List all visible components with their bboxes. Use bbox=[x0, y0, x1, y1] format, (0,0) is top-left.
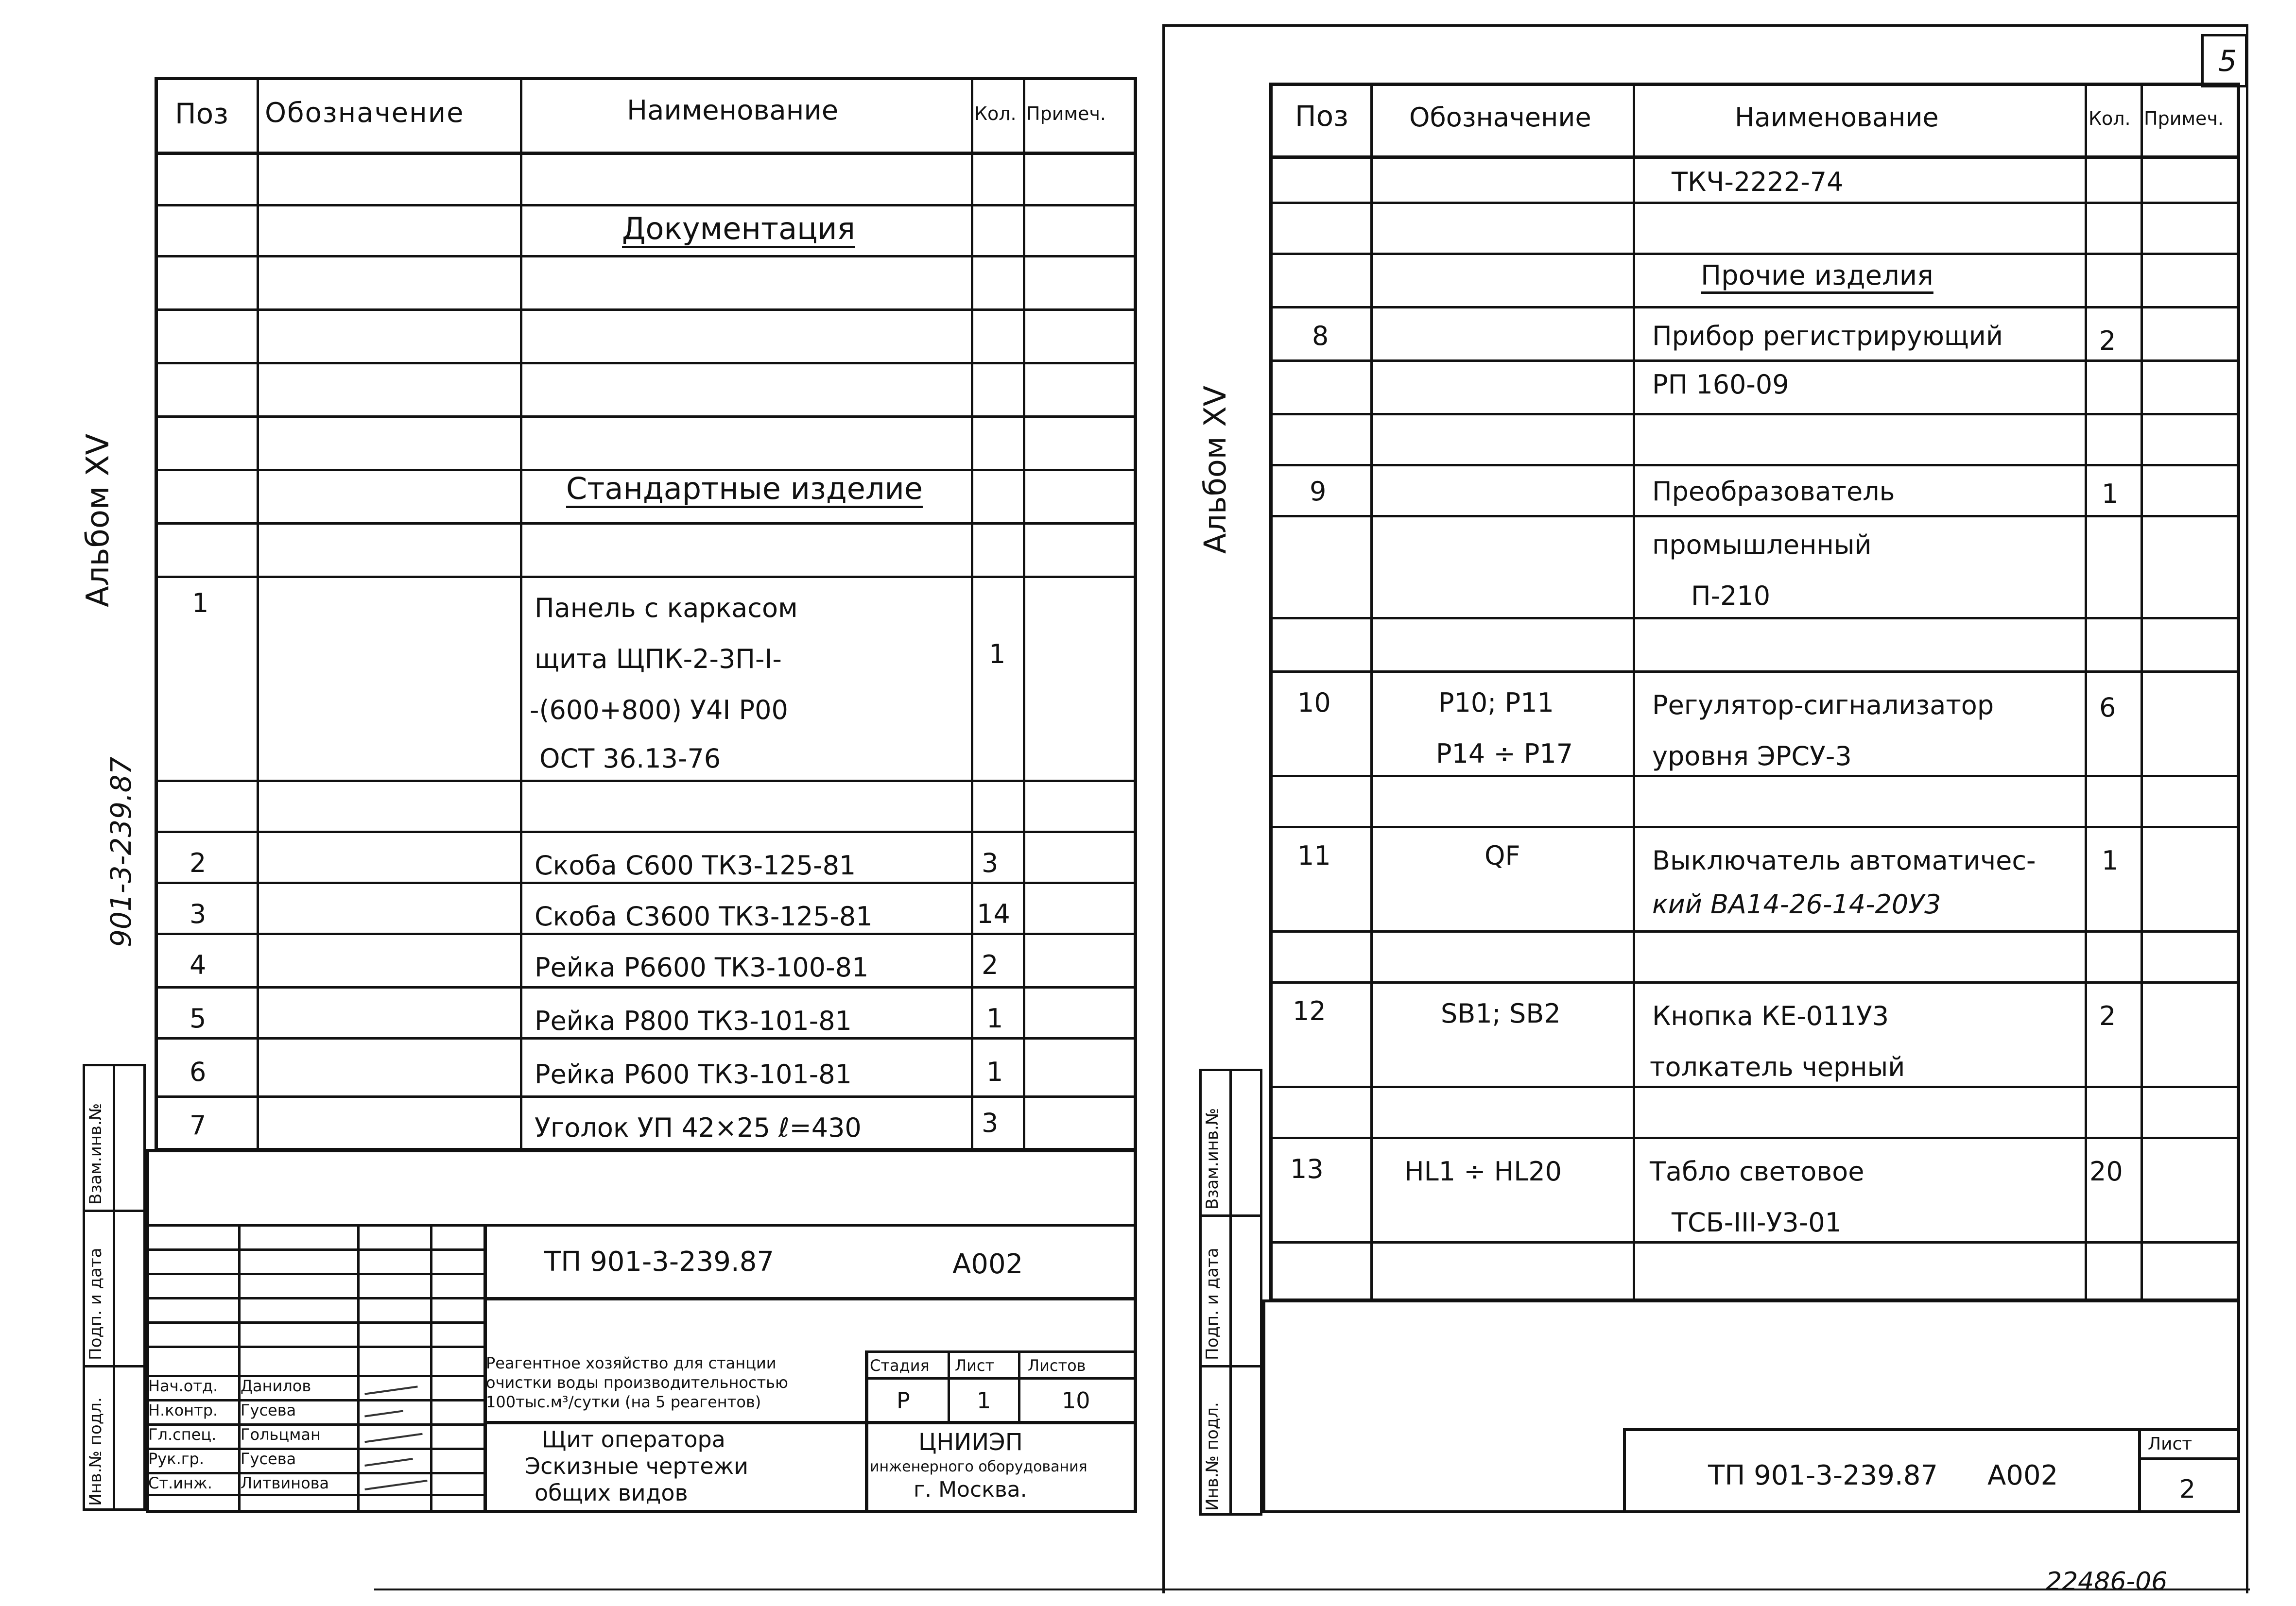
right-header-pos: Поз bbox=[1295, 100, 1348, 133]
left-header-qty: Кол. bbox=[974, 103, 1017, 124]
left-section-docs: Документация bbox=[622, 211, 855, 246]
right-header-name: Наименование bbox=[1735, 102, 1939, 133]
right-section-other: Прочие изделия bbox=[1701, 260, 1933, 291]
right-side-stamp-replace: Взам.инв.№ bbox=[1203, 1108, 1222, 1210]
right-row-pos: 11 bbox=[1297, 840, 1331, 871]
left-side-stamp-sign-date: Подп. и дата bbox=[86, 1247, 105, 1360]
right-row-des: Р14 ÷ Р17 bbox=[1436, 738, 1573, 769]
left-stamp-title-line: Эскизные чертежи bbox=[525, 1453, 748, 1479]
right-row-qty: 6 bbox=[2099, 692, 2116, 723]
right-row-name: РП 160-09 bbox=[1652, 369, 1789, 400]
right-row-pos: 9 bbox=[1310, 476, 1327, 507]
left-row-pos: 3 bbox=[190, 899, 207, 929]
right-row-name: промышленный bbox=[1652, 530, 1872, 560]
left-stamp-sheet-label: Лист bbox=[955, 1356, 995, 1375]
left-row-qty: 1 bbox=[989, 639, 1006, 669]
signer-name: Литвинова bbox=[241, 1474, 329, 1492]
right-row-name: ТКЧ-2222-74 bbox=[1672, 167, 1844, 197]
left-row-pos: 1 bbox=[192, 588, 209, 618]
right-row-des: HL1 ÷ HL20 bbox=[1404, 1156, 1562, 1187]
left-row-name: Панель с каркасом bbox=[535, 593, 798, 623]
left-header-note: Примеч. bbox=[1026, 103, 1106, 124]
right-row-pos: 13 bbox=[1290, 1154, 1324, 1184]
left-stamp-title-line: общих видов bbox=[535, 1480, 688, 1506]
left-row-name: Рейка Р6600 ТК3-100-81 bbox=[535, 952, 869, 983]
left-row-name: Уголок УП 42×25 ℓ=430 bbox=[535, 1112, 862, 1143]
right-row-name: ТСБ-III-У3-01 bbox=[1672, 1207, 1842, 1238]
left-row-name: -(600+800) У4I Р00 bbox=[530, 695, 788, 725]
page-top-line bbox=[1162, 24, 2246, 27]
page-number: 5 bbox=[2218, 44, 2237, 78]
left-row-pos: 4 bbox=[190, 950, 207, 980]
left-row-name: Рейка Р600 ТК3-101-81 bbox=[535, 1059, 852, 1090]
left-stamp-project-line: Реагентное хозяйство для станции bbox=[486, 1354, 777, 1372]
right-stamp-sheet: 2 bbox=[2179, 1475, 2196, 1504]
bottom-rule bbox=[374, 1589, 2250, 1590]
right-row-qty: 2 bbox=[2099, 1001, 2116, 1031]
left-header-designation: Обозначение bbox=[265, 97, 465, 129]
right-row-name: Выключатель автоматичес- bbox=[1652, 845, 2036, 876]
signer-role: Ст.инж. bbox=[148, 1474, 212, 1492]
left-row-name: Рейка Р800 ТК3-101-81 bbox=[535, 1006, 852, 1036]
left-stamp-title-line: Щит оператора bbox=[542, 1426, 725, 1452]
right-row-qty: 1 bbox=[2102, 478, 2119, 509]
left-stamp-sheets: 10 bbox=[1062, 1387, 1090, 1414]
left-stamp-project-line: 100тыс.м³/сутки (на 5 реагентов) bbox=[486, 1393, 761, 1411]
left-side-code: 901-3-239.87 bbox=[104, 756, 138, 947]
signer-role: Н.контр. bbox=[148, 1401, 218, 1419]
signer-name: Данилов bbox=[241, 1377, 311, 1395]
right-stamp-sheet-label: Лист bbox=[2148, 1434, 2192, 1454]
page-fold-line bbox=[1162, 24, 1165, 1593]
archive-number: 22486-06 bbox=[2046, 1567, 2168, 1596]
left-row-qty: 1 bbox=[986, 1003, 1003, 1034]
left-stamp-org-line: ЦНИИЭП bbox=[918, 1429, 1023, 1456]
left-stamp-org-line: инженерного оборудования bbox=[870, 1458, 1088, 1475]
right-row-name: П-210 bbox=[1691, 581, 1771, 611]
right-row-name: толкатель черный bbox=[1650, 1052, 1905, 1082]
left-stamp-sheet-code: А002 bbox=[952, 1248, 1023, 1280]
signer-name: Гольцман bbox=[241, 1425, 321, 1444]
left-stamp-doc-code: ТП 901-3-239.87 bbox=[544, 1246, 774, 1278]
left-stamp-stage: Р bbox=[897, 1387, 910, 1414]
signer-role: Нач.отд. bbox=[148, 1377, 218, 1395]
right-row-des: Р10; Р11 bbox=[1438, 687, 1554, 718]
left-row-qty: 3 bbox=[982, 1108, 999, 1138]
left-header-name: Наименование bbox=[627, 95, 839, 126]
left-stamp-project-line: очистки воды производительностью bbox=[486, 1373, 788, 1392]
right-side-stamp-inv: Инв.№ подл. bbox=[1203, 1402, 1222, 1511]
left-section-standard: Стандартные изделие bbox=[566, 471, 923, 506]
right-row-pos: 8 bbox=[1312, 321, 1329, 351]
right-row-des: SB1; SB2 bbox=[1441, 998, 1561, 1029]
right-row-name: Преобразователь bbox=[1652, 476, 1895, 507]
left-row-name: щита ЩПК-2-3П-I- bbox=[535, 644, 782, 674]
left-stamp-org-line: г. Москва. bbox=[914, 1477, 1027, 1502]
page-right-edge bbox=[2246, 24, 2248, 1593]
right-row-des: QF bbox=[1485, 840, 1520, 871]
left-side-stamp-replace: Взам.инв.№ bbox=[86, 1103, 105, 1205]
left-row-name: Скоба С3600 ТК3-125-81 bbox=[535, 901, 873, 932]
left-row-qty: 3 bbox=[982, 848, 999, 878]
right-row-name: кий ВА14-26-14-20У3 bbox=[1652, 889, 1941, 920]
left-header-pos: Поз bbox=[175, 97, 228, 130]
right-row-qty: 2 bbox=[2099, 325, 2116, 356]
right-row-name: Регулятор-сигнализатор bbox=[1652, 690, 1994, 720]
right-stamp-doc-code: ТП 901-3-239.87 bbox=[1708, 1460, 1938, 1491]
signer-role: Рук.гр. bbox=[148, 1450, 205, 1468]
signer-name: Гусева bbox=[241, 1450, 296, 1468]
left-row-name: Скоба С600 ТК3-125-81 bbox=[535, 850, 856, 881]
left-row-pos: 7 bbox=[190, 1110, 207, 1141]
left-side-stamp-inv: Инв.№ подл. bbox=[86, 1397, 105, 1506]
right-header-designation: Обозначение bbox=[1409, 102, 1591, 133]
right-row-name: Прибор регистрирующий bbox=[1652, 321, 2003, 351]
left-row-pos: 2 bbox=[190, 848, 207, 878]
left-row-pos: 5 bbox=[190, 1003, 207, 1034]
right-row-name: уровня ЭРСУ-3 bbox=[1652, 741, 1852, 771]
right-row-pos: 12 bbox=[1293, 996, 1326, 1026]
left-row-qty: 2 bbox=[982, 950, 999, 980]
right-header-note: Примеч. bbox=[2144, 108, 2224, 129]
right-header-qty: Кол. bbox=[2089, 108, 2131, 129]
right-side-stamp-sign-date: Подп. и дата bbox=[1203, 1247, 1222, 1360]
right-side-album-label: Альбом XV bbox=[1197, 385, 1233, 554]
right-row-qty: 20 bbox=[2089, 1156, 2123, 1187]
right-row-pos: 10 bbox=[1297, 687, 1331, 718]
signer-role: Гл.спец. bbox=[148, 1425, 217, 1444]
right-row-name: Кнопка КЕ-011У3 bbox=[1652, 1001, 1889, 1031]
left-row-name: ОСТ 36.13-76 bbox=[539, 743, 721, 774]
left-stamp-stage-label: Стадия bbox=[870, 1356, 930, 1375]
left-row-pos: 6 bbox=[190, 1057, 207, 1087]
signer-name: Гусева bbox=[241, 1401, 296, 1419]
right-row-qty: 1 bbox=[2102, 845, 2119, 876]
right-row-name: Табло световое bbox=[1650, 1156, 1864, 1187]
left-side-album-label: Альбом XV bbox=[80, 433, 116, 607]
left-stamp-sheets-label: Листов bbox=[1028, 1356, 1086, 1375]
right-stamp-sheet-code: А002 bbox=[1987, 1460, 2058, 1491]
left-stamp-sheet: 1 bbox=[977, 1387, 991, 1414]
left-row-qty: 14 bbox=[977, 899, 1010, 929]
left-row-qty: 1 bbox=[986, 1057, 1003, 1087]
